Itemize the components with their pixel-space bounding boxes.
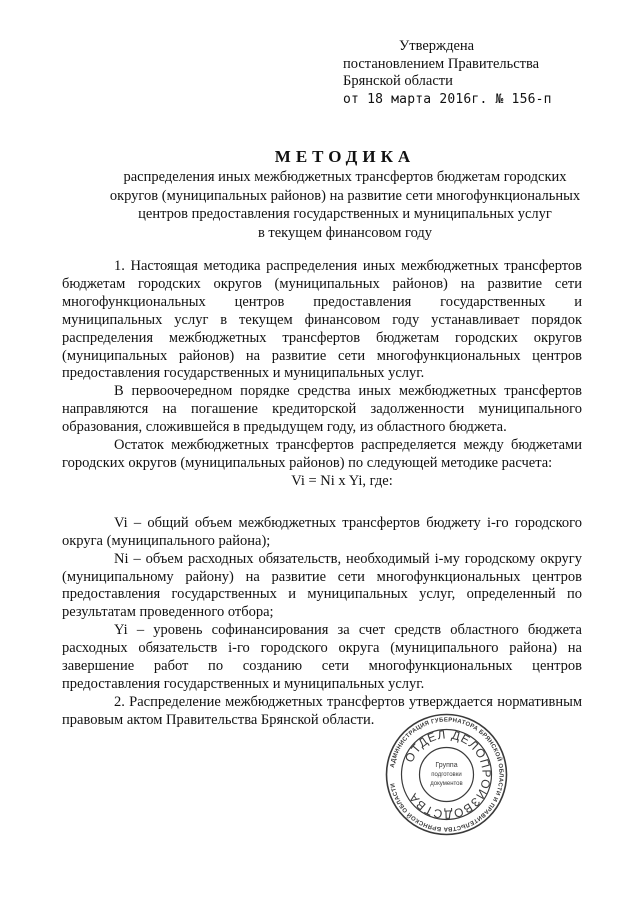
approval-block (343, 38, 623, 108)
paragraph-4: 2. Распределение межбюджетных трансфертов утверждается нормативным правовым актом Правительства Брянской области. (62, 693, 582, 728)
stamp-center-line-3: документов (430, 781, 463, 787)
subtitle-line: в текущем финансовом году (257, 224, 433, 241)
stamp-outer-text: АДМИНИСТРАЦИЯ ГУБЕРНАТОРА БРЯНСКОЙ ОБЛАСТИ И ПРАВИТЕЛЬСТВА БРЯНСКОЙ ОБЛАСТИ (389, 717, 504, 832)
subtitle-line: округов (муниципальных районов) на развитие сети многофункциональных (109, 187, 581, 204)
subtitle-line: центров предоставления государственных и муниципальных услуг (138, 206, 552, 222)
stamp-center-line-2: подготовки (431, 772, 462, 778)
stamp-center-line-1: Группа (435, 762, 458, 769)
approval-line-1: Утверждена (399, 38, 475, 54)
approval-date: от 18 марта 2016г. № 156-п (343, 91, 552, 107)
paragraph-2: В первоочередном порядке средства иных межбюджетных трансфертов направляются на погашение кредиторской задолженности муниципального образования, сложившейся в предыдущем году, из областного бюджета. (62, 383, 582, 436)
definition-vi: Vi – общий объем межбюджетных трансфертов бюджету i-го городского округа (муниципального района); (62, 514, 582, 549)
document-title: МЕТОДИКА (274, 147, 416, 166)
stamp-middle-text: ОТДЕЛ ДЕЛОПРОИЗВОДСТВА (402, 727, 494, 822)
approval-line-2: постановлением Правительства (343, 55, 540, 72)
paragraph-3: Остаток межбюджетных трансфертов распределяется между бюджетами городских округов (муниципальных районов) по следующей методике расчета: (62, 437, 582, 471)
document-body (62, 258, 582, 730)
document-subtitle (60, 168, 630, 242)
paragraph-1: 1. Настоящая методика распределения иных межбюджетных трансфертов бюджетам городских округов (муниципальных районов) на развитие сети многофункциональных центров предоставления государственных и муниципальных услуг в текущем финансовом году устанавливает порядок распределения межбюджетных трансфертов бюджетам городских округов (муниципальных районов) на развитие сети многофункциональных центров предоставления государственных и муниципальных услуг. (62, 258, 582, 382)
approval-line-3: Брянской области (343, 73, 453, 89)
definition-ni: Ni – объем расходных обязательств, необходимый i-му городскому округу (муниципальному району) на развитие сети многофункциональных центров предоставления государственных и муниципальных услуг, определенный по результатам проведенного отбора; (62, 550, 582, 621)
office-stamp (384, 712, 509, 837)
subtitle-line: распределения иных межбюджетных трансфертов бюджетам городских (123, 169, 567, 185)
formula: Vi = Ni x Yi, где: (291, 472, 393, 489)
definition-yi: Yi – уровень софинансирования за счет средств областного бюджета расходных обязательств i-го городского округа (муниципального района) на завершение работ по созданию сети многофункциональных центров предоставления государственных и муниципальных услуг. (62, 622, 582, 692)
